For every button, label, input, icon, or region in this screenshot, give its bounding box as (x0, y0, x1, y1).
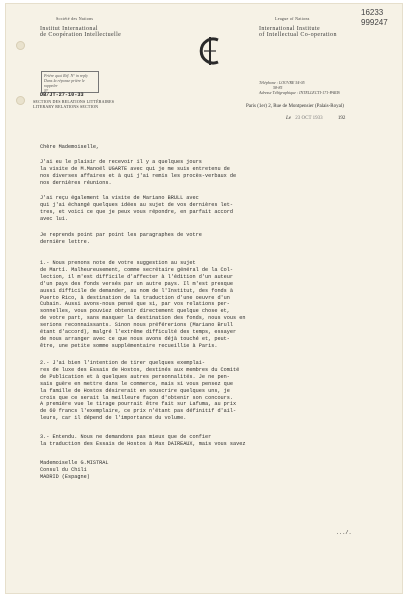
reference-number: DB/JT-27-10-33 (40, 92, 84, 98)
archive-number-2: 999247 (361, 18, 388, 27)
paragraph-point-2: 2.- J'ai bien l'intention de tirer quelques exemplai- res de luxe des Essais de Hostos, destinés aux membres du Comité de Publication et à quelques autres personnalités. Je ne pen- sais guère en mettre dans le commerce, mais si vous pensez que la famille de Hostos désirerait en souscrire quelques uns, je crois que ce serait la meilleure façon d'obtenir son concours. A première vue le tirage pourrait être fait sur Lafuma, au prix de 60 francs l'exemplaire, ce prix n'étant pas définitif d'ail- leurs, car il dépend de l'importance du volume. (40, 360, 240, 422)
reply-reference-box (41, 71, 99, 93)
left-letterhead (40, 16, 160, 39)
telephone: Téléphone : LOUVRE 54-05 58-85 (259, 80, 305, 90)
date-value: 23 OCT 1933 (295, 116, 323, 121)
punch-hole (16, 41, 25, 50)
paragraph-2: J'ai reçu également la visite de Mariano BRULL avec qui j'ai échangé quelques idées au sujet de vos dernières let- tres, et voici ce que je peux vous répondre, en parfait accord avec lui. (40, 195, 234, 222)
postal-address: Paris (1er) 2, Rue de Montpensier (Palais-Royal) (246, 104, 344, 109)
dateline (286, 116, 345, 121)
paragraph-3: Je reprends point par point les paragraphes de votre dernière lettre. (40, 232, 202, 245)
archive-number-1: 16233 (361, 8, 384, 17)
recipient-block: Mademoiselle G.MISTRAL Consul du Chili MADRID (Espagne) (40, 460, 109, 480)
contact-info (259, 80, 340, 95)
left-org: Société des Nations (56, 16, 94, 21)
date-suffix: 192 (337, 116, 346, 121)
right-org: League of Nations (275, 16, 310, 21)
reply-reference-text: Prière quoi Réf. N° in reply Dans la réponse prière le rappeler N° (44, 73, 88, 93)
punch-hole (16, 96, 25, 105)
paragraph-1: J'ai eu le plaisir de recevoir il y a quelques jours la visite de M.Manoël UGARTE avec qui je me suis entretenu de nos diverses affaires et à qui j'ai remis les procès-verbaux de nos dernières réunions. (40, 159, 237, 186)
salutation: Chère Mademoiselle, (40, 144, 100, 150)
left-line2: de Coopération Intellectuelle (40, 32, 122, 38)
section-name: SECTION DES RELATIONS LITTÉRAIRES LITERARY RELATIONS SECTION (33, 99, 115, 109)
right-line1: International Institute (259, 25, 321, 32)
date-prefix: Le (286, 116, 291, 121)
letter-page (6, 4, 402, 593)
left-line1: Institut International (40, 25, 98, 32)
paragraph-point-1: 1.- Nous prenons note de votre suggestion au sujet de Martí. Malheureusement, comme secrétaire général de la Col- lection, il m'est difficile d'affecter à l'édition d'un auteur d'un pays des fonds versés par un autre pays. Il m'est presque aussi difficile de demander, au nom de l'Institut, des fonds à Puerto Rico, à destination de la traduction d'une oeuvre d'un Cubain. Aussi avons-nous pensé que si, par vos relations per- sonnelles, vous pouviez obtenir directement quelque chose et, de votre part, sans masquer la destination des fonds, nous vous en serions reconnaissants. Sinon nous préférerions (Mariano Brull étant d'accord), malgré l'extrême difficulté des temps, essayer de nous arranger avec ce que nous avons déjà touché et, peut- être, une petite somme supplémentaire recueillie à Paris. (40, 260, 246, 349)
telegraph-address: Adresse Télégraphique : INTELLECTI-171-PARIS (259, 90, 340, 95)
continuation-mark: .../. (336, 530, 352, 536)
institute-logo-icon (194, 34, 226, 68)
right-letterhead (259, 16, 399, 39)
paragraph-point-3: 3.- Entendu. Nous ne demandons pas mieux que de confier la traduction des Essais de Hostos à Max DAIREAUX, mais vous savez (40, 434, 246, 447)
right-line2: of Intellectual Co-operation (259, 32, 337, 38)
